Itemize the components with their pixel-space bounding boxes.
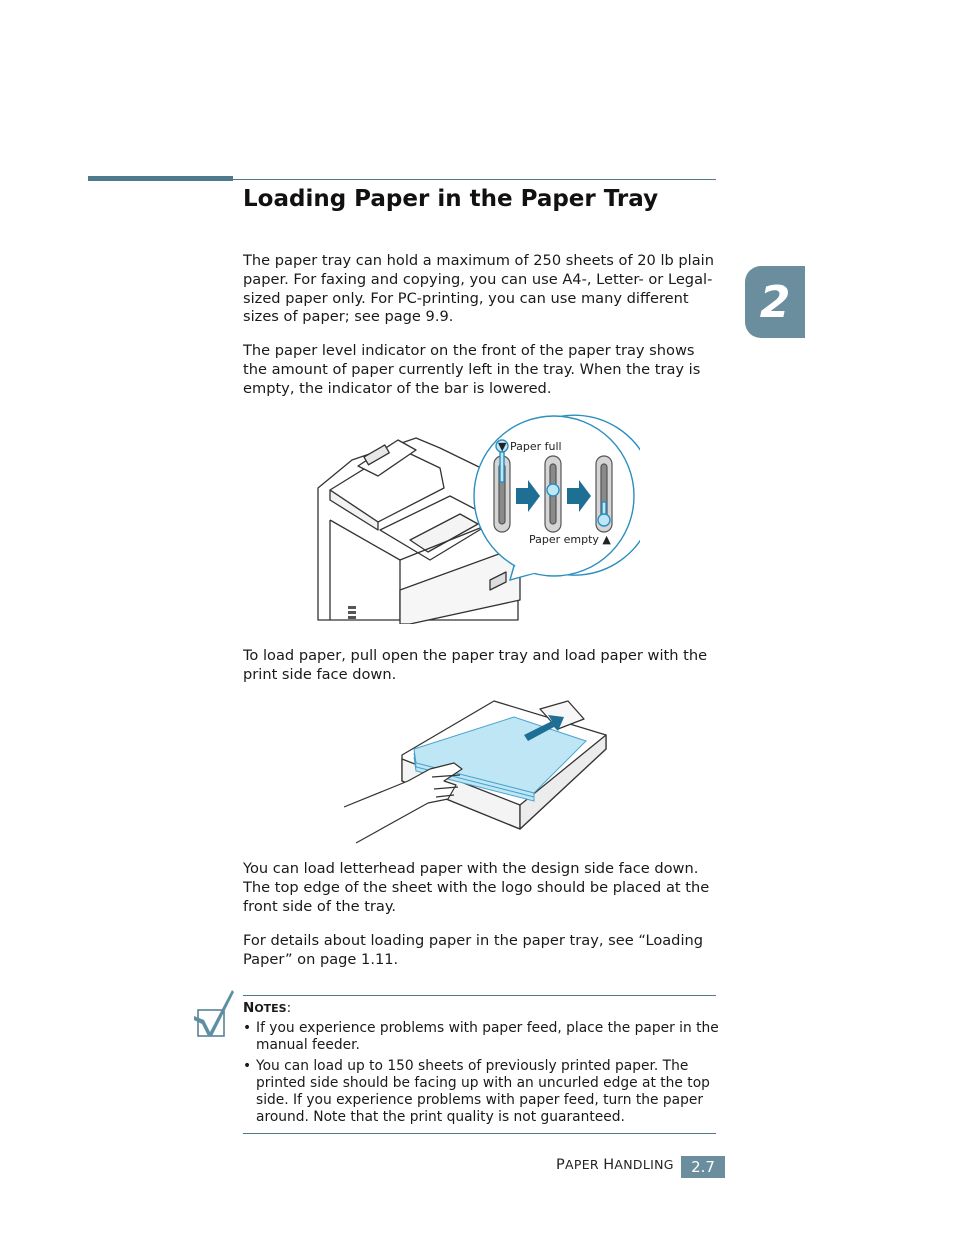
list-item: • You can load up to 150 sheets of previously printed paper. The printed side should be facing up with an uncurled edge at the top side. If you experience problems with paper feed, turn the paper around. Note that the print quality is not guaranteed. xyxy=(243,1057,710,1126)
paragraph-see-loading-paper: For details about loading paper in the paper tray, see “Loading Paper” on page 1.11. xyxy=(243,932,704,968)
label-paper-full: ▼ Paper full xyxy=(498,440,562,453)
checkmark-note-icon xyxy=(192,986,236,1038)
paragraph-tray-capacity: The paper tray can hold a maximum of 250 sheets of 20 lb plain paper. For faxing and copying, you can use A4-, Letter- or Legal-sized paper only. For PC-printing, you can use many different sizes of paper; see page 9.9. xyxy=(243,252,714,326)
load-paper-tray-illustration xyxy=(344,697,616,845)
notes-list xyxy=(243,1020,719,1130)
paper-level-indicator-illustration xyxy=(300,410,640,624)
label-paper-empty: Paper empty ▲ xyxy=(529,533,611,546)
page-title: Loading Paper in the Paper Tray xyxy=(243,186,659,212)
chapter-tab: 2 xyxy=(745,266,805,338)
page-number: 2.7 xyxy=(681,1156,725,1178)
paragraph-letterhead: You can load letterhead paper with the design side face down. The top edge of the sheet with the logo should be placed at the front side of the tray. xyxy=(243,860,710,915)
header-rule-thin xyxy=(233,179,716,180)
notes-title: NOTES: xyxy=(243,1000,292,1016)
footer-section-label: PAPER HANDLING xyxy=(556,1157,674,1173)
header-rule-thick xyxy=(88,176,233,181)
paragraph-level-indicator: The paper level indicator on the front of the paper tray shows the amount of paper currently left in the tray. When the tray is empty, the indicator of the bar is lowered. xyxy=(243,342,701,397)
notes-rule-bottom xyxy=(243,1133,716,1134)
notes-rule-top xyxy=(243,995,716,996)
list-item: • If you experience problems with paper feed, place the paper in the manual feeder. xyxy=(243,1020,719,1054)
paragraph-load-paper: To load paper, pull open the paper tray and load paper with the print side face down. xyxy=(243,647,708,683)
